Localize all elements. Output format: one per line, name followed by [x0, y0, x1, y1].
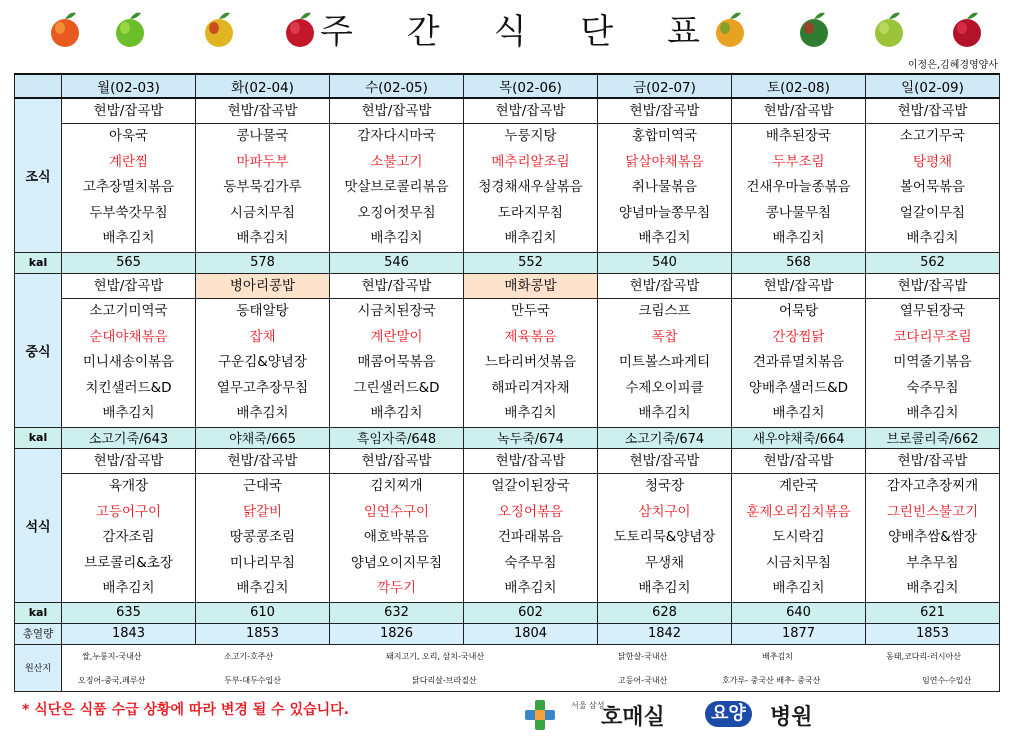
menu-cell — [866, 98, 1000, 252]
menu-cell — [732, 448, 866, 602]
weekly-menu-table — [14, 73, 1000, 692]
logo-name-pill: 요양 — [705, 701, 752, 727]
menu-item: 배추김치 — [236, 405, 289, 422]
menu-item: 배추김치 — [906, 405, 959, 422]
origin-cell — [62, 644, 1000, 691]
kcal-value: 568 — [732, 252, 866, 273]
menu-item: 청경채새우살볶음 — [478, 179, 583, 196]
total-calories-value: 1804 — [464, 623, 598, 644]
menu-cell — [330, 273, 464, 427]
logo-name-part1: 호매실 — [601, 705, 665, 730]
raspberry-icon — [283, 9, 317, 49]
rice-item: 현밥/잡곡밥 — [330, 99, 463, 124]
menu-item: 배추김치 — [906, 580, 959, 597]
pomegranate-icon — [950, 9, 984, 49]
menu-cell — [464, 98, 598, 252]
menu-item: 배추김치 — [504, 230, 557, 247]
total-calories-value: 1877 — [732, 623, 866, 644]
title-char: 단 — [580, 11, 614, 52]
menu-item: 얼갈이무침 — [899, 204, 966, 221]
rice-item: 현밥/잡곡밥 — [464, 99, 597, 124]
kcal-value: 브로콜리죽/662 — [866, 427, 1000, 448]
menu-item: 배추김치 — [638, 405, 691, 422]
menu-item: 시금치된장국 — [357, 302, 436, 319]
menu-item: 시금치무침 — [229, 204, 296, 221]
green-apple-icon — [113, 9, 147, 49]
menu-item: 임연수구이 — [363, 503, 430, 520]
day-header-cell: 화(02-04) — [196, 74, 330, 98]
menu-item: 콩나물국 — [236, 128, 289, 144]
menu-item: 크림스프 — [638, 302, 691, 319]
menu-item: 감자조림 — [102, 529, 155, 546]
menu-item: 계란말이 — [370, 328, 423, 345]
kcal-value: 621 — [866, 602, 1000, 623]
menu-item: 얼갈이된장국 — [491, 477, 570, 494]
origin-list — [62, 645, 999, 691]
menu-cell — [598, 448, 732, 602]
menu-item: 계란찜 — [108, 153, 149, 170]
menu-cell — [464, 448, 598, 602]
menu-item: 간장찜닭 — [772, 328, 825, 345]
day-header-cell: 금(02-07) — [598, 74, 732, 98]
kcal-value: 602 — [464, 602, 598, 623]
menu-item: 미트볼스파게티 — [618, 354, 711, 371]
menu-item: 도라지무침 — [497, 204, 564, 221]
menu-item: 닭갈비 — [242, 503, 283, 520]
kcal-value: 흑임자죽/648 — [330, 427, 464, 448]
page-title — [320, 6, 700, 50]
total-calories-label: 총열량 — [15, 623, 62, 644]
rice-item: 현밥/잡곡밥 — [732, 99, 865, 124]
menu-item: 배추김치 — [772, 580, 825, 597]
kcal-value: 소고기죽/643 — [62, 427, 196, 448]
page-header — [0, 0, 1013, 71]
kcal-value: 632 — [330, 602, 464, 623]
menu-item: 느타리버섯볶음 — [484, 354, 577, 371]
menu-item: 애호박볶음 — [363, 529, 430, 546]
menu-item: 그린샐러드&D — [353, 379, 440, 396]
menu-item: 두부쑥갓무침 — [89, 204, 168, 221]
kcal-value: 562 — [866, 252, 1000, 273]
origin-item: 두부-대두수입산 — [224, 675, 281, 685]
menu-item: 배추김치 — [370, 405, 423, 422]
menu-item: 배추김치 — [370, 230, 423, 247]
rice-item: 현밥/잡곡밥 — [598, 449, 731, 474]
menu-cell — [62, 98, 196, 252]
origin-item: 동태,코다리-러시아산 — [886, 651, 961, 661]
kcal-row — [15, 602, 1000, 623]
menu-cell — [196, 98, 330, 252]
rice-item: 현밥/잡곡밥 — [598, 274, 731, 299]
meal-row — [15, 98, 1000, 252]
menu-cell — [464, 273, 598, 427]
menu-item: 감자고추장찌개 — [886, 477, 979, 494]
rice-item: 현밥/잡곡밥 — [464, 449, 597, 474]
menu-item: 어묵탕 — [778, 302, 819, 319]
menu-item: 숙주무침 — [906, 379, 959, 396]
kcal-value: 야채죽/665 — [196, 427, 330, 448]
menu-cell — [330, 98, 464, 252]
origin-item: 닭한살-국내산 — [618, 651, 668, 661]
kcal-label: kal — [15, 602, 62, 623]
menu-item: 땅콩콩조림 — [229, 529, 296, 546]
origin-item: 돼지고기, 오리, 삼치-국내산 — [386, 651, 485, 661]
menu-cell — [330, 448, 464, 602]
menu-item: 코다리무조림 — [893, 328, 972, 345]
menu-item: 맛살브로콜리볶음 — [344, 179, 449, 196]
menu-item: 잡채 — [249, 328, 276, 345]
menu-item: 마파두부 — [236, 153, 289, 170]
menu-item: 순대야채볶음 — [89, 328, 168, 345]
rice-item: 현밥/잡곡밥 — [330, 274, 463, 299]
day-header-row — [15, 74, 1000, 98]
title-char: 표 — [667, 11, 700, 52]
rice-item: 현밥/잡곡밥 — [62, 449, 195, 474]
menu-item: 훈제오리김치볶음 — [746, 503, 851, 520]
day-header-cell: 목(02-06) — [464, 74, 598, 98]
menu-item: 그린빈스불고기 — [886, 503, 979, 520]
menu-item: 육개장 — [108, 477, 149, 494]
origin-item: 고등어-국내산 — [618, 675, 668, 685]
rice-item: 현밥/잡곡밥 — [732, 449, 865, 474]
menu-item: 아욱국 — [108, 128, 149, 144]
rice-item: 현밥/잡곡밥 — [866, 274, 999, 299]
logo-name-part2: 병원 — [770, 705, 813, 730]
kcal-row — [15, 427, 1000, 448]
menu-cell — [732, 273, 866, 427]
menu-item: 고추장멸치볶음 — [82, 179, 175, 196]
menu-item: 청국장 — [644, 477, 685, 494]
menu-item: 배추된장국 — [765, 128, 832, 144]
kcal-value: 540 — [598, 252, 732, 273]
menu-item: 깍두기 — [376, 580, 417, 597]
menu-item: 배추김치 — [638, 230, 691, 247]
menu-item: 오징어젓무침 — [357, 204, 436, 221]
menu-item: 배추김치 — [236, 230, 289, 247]
menu-item: 브로콜리&초장 — [84, 554, 173, 571]
menu-item: 취나물볶음 — [631, 179, 698, 196]
menu-item: 양배추쌈&쌈장 — [888, 529, 977, 546]
rice-item: 현밥/잡곡밥 — [866, 449, 999, 474]
menu-cell — [62, 273, 196, 427]
mango-icon — [713, 9, 747, 49]
menu-item: 해파리겨자채 — [491, 379, 570, 396]
origin-item: 배추김치 — [762, 651, 793, 661]
rice-item: 현밥/잡곡밥 — [598, 99, 731, 124]
total-calories-value: 1853 — [866, 623, 1000, 644]
kcal-value: 610 — [196, 602, 330, 623]
menu-item: 닭살야채볶음 — [625, 153, 704, 170]
meal-row — [15, 448, 1000, 602]
title-char: 식 — [493, 11, 527, 52]
kcal-value: 628 — [598, 602, 732, 623]
menu-item: 구운김&양념장 — [218, 354, 307, 371]
menu-item: 열무된장국 — [899, 302, 966, 319]
rice-item: 현밥/잡곡밥 — [62, 99, 195, 124]
notice-text: * 식단은 식품 수급 상황에 따라 변경 될 수 있습니다. — [22, 702, 349, 718]
menu-cell — [732, 98, 866, 252]
total-calories-value: 1842 — [598, 623, 732, 644]
menu-item: 오징어볶음 — [497, 503, 564, 520]
menu-item: 도시락김 — [772, 529, 825, 546]
origin-item: 임연수-수입산 — [922, 675, 972, 685]
menu-item: 홍합미역국 — [631, 128, 698, 144]
origin-item: 닭다리살-브라질산 — [412, 675, 477, 685]
rice-item: 현밥/잡곡밥 — [62, 274, 195, 299]
menu-item: 시금치무침 — [765, 554, 832, 571]
menu-item: 양배추샐러드&D — [748, 379, 849, 396]
menu-item: 치킨샐러드&D — [85, 379, 172, 396]
menu-item: 만두국 — [510, 302, 551, 319]
peach-icon — [48, 9, 82, 49]
kcal-value: 552 — [464, 252, 598, 273]
menu-item: 고등어구이 — [95, 503, 162, 520]
origin-item: 오징어-중국,페루산 — [78, 675, 146, 685]
kcal-value: 546 — [330, 252, 464, 273]
menu-item: 건새우마늘종볶음 — [746, 179, 851, 196]
menu-item: 두부조림 — [772, 153, 825, 170]
menu-item: 미역줄기볶음 — [893, 354, 972, 371]
menu-item: 배추김치 — [638, 580, 691, 597]
title-char: 주 — [320, 11, 353, 52]
rice-item: 매화콩밥 — [464, 274, 597, 299]
menu-item: 배추김치 — [504, 580, 557, 597]
kcal-value: 565 — [62, 252, 196, 273]
origin-item: 소고기-호주산 — [224, 651, 274, 661]
cross-logo-icon — [525, 700, 555, 730]
kcal-value: 635 — [62, 602, 196, 623]
kcal-value: 578 — [196, 252, 330, 273]
rice-item: 현밥/잡곡밥 — [196, 449, 329, 474]
menu-item: 동태알탕 — [236, 302, 289, 319]
day-header-cell: 일(02-09) — [866, 74, 1000, 98]
corner-cell — [15, 74, 62, 98]
total-calories-row — [15, 623, 1000, 644]
total-calories-value: 1826 — [330, 623, 464, 644]
menu-item: 삼치구이 — [638, 503, 691, 520]
menu-item: 폭찹 — [651, 328, 678, 345]
menu-item: 동부묵김가루 — [223, 179, 302, 196]
rice-item: 병아리콩밥 — [196, 274, 329, 299]
meal-label: 석식 — [15, 448, 62, 602]
day-header-cell: 수(02-05) — [330, 74, 464, 98]
grapes-icon — [872, 9, 906, 49]
rice-item: 현밥/잡곡밥 — [330, 449, 463, 474]
menu-cell — [866, 273, 1000, 427]
day-header-cell: 토(02-08) — [732, 74, 866, 98]
menu-item: 누룽지탕 — [504, 128, 557, 144]
menu-item: 감자다시마국 — [357, 128, 436, 144]
rice-item: 현밥/잡곡밥 — [196, 99, 329, 124]
origin-item: 쌀,누룽지-국내산 — [82, 651, 142, 661]
menu-item: 배추김치 — [102, 405, 155, 422]
menu-item: 미니새송이볶음 — [82, 354, 175, 371]
cherry-icon — [202, 9, 236, 49]
menu-item: 메추리알조림 — [491, 153, 570, 170]
origin-item: 호가루- 중국산 배추- 중국산 — [722, 675, 821, 685]
kcal-value: 소고기죽/674 — [598, 427, 732, 448]
day-header-cell: 월(02-03) — [62, 74, 196, 98]
rice-item: 현밥/잡곡밥 — [866, 99, 999, 124]
menu-item: 배추김치 — [772, 405, 825, 422]
menu-item: 볼어묵볶음 — [899, 179, 966, 196]
menu-item: 배추김치 — [772, 230, 825, 247]
menu-item: 양념오이지무침 — [350, 554, 443, 571]
dietitian-credit: 이정은,김혜경영양사 — [907, 60, 998, 71]
menu-item: 배추김치 — [504, 405, 557, 422]
logo-region: 서울 삼성 — [571, 701, 605, 710]
title-char: 간 — [406, 11, 440, 52]
total-calories-value: 1843 — [62, 623, 196, 644]
meal-row — [15, 273, 1000, 427]
menu-item: 도토리묵&양념장 — [613, 529, 716, 546]
menu-item: 수제오이피클 — [625, 379, 704, 396]
menu-item: 열무고추장무침 — [216, 379, 309, 396]
menu-item: 소고기무국 — [899, 128, 966, 144]
menu-item: 배추김치 — [102, 580, 155, 597]
rice-item: 현밥/잡곡밥 — [732, 274, 865, 299]
menu-item: 부추무침 — [906, 554, 959, 571]
menu-cell — [196, 448, 330, 602]
menu-item: 견과류멸치볶음 — [752, 354, 845, 371]
menu-cell — [866, 448, 1000, 602]
watermelon-icon — [797, 9, 831, 49]
menu-cell — [598, 273, 732, 427]
kcal-row — [15, 252, 1000, 273]
menu-cell — [196, 273, 330, 427]
menu-item: 미나리무침 — [229, 554, 296, 571]
menu-item: 콩나물무침 — [765, 204, 832, 221]
meal-label: 중식 — [15, 273, 62, 427]
total-calories-value: 1853 — [196, 623, 330, 644]
menu-item: 계란국 — [778, 477, 819, 494]
kcal-value: 녹두죽/674 — [464, 427, 598, 448]
menu-cell — [598, 98, 732, 252]
kcal-label: kal — [15, 252, 62, 273]
origin-label: 원산지 — [15, 644, 62, 691]
hospital-logo — [525, 696, 845, 736]
menu-item: 양념마늘쫑무침 — [618, 204, 711, 221]
origin-row — [15, 644, 1000, 691]
menu-item: 탕평채 — [912, 153, 953, 170]
menu-item: 배추김치 — [102, 230, 155, 247]
kcal-value: 새우야채죽/664 — [732, 427, 866, 448]
menu-item: 배추김치 — [906, 230, 959, 247]
menu-item: 소고기미역국 — [89, 302, 168, 319]
menu-item: 배추김치 — [236, 580, 289, 597]
menu-cell — [62, 448, 196, 602]
meal-label: 조식 — [15, 98, 62, 252]
menu-item: 제육볶음 — [504, 328, 557, 345]
kcal-label: kal — [15, 427, 62, 448]
menu-item: 매콤어묵볶음 — [357, 354, 436, 371]
menu-item: 소불고기 — [370, 153, 423, 170]
menu-item: 숙주무침 — [504, 554, 557, 571]
kcal-value: 640 — [732, 602, 866, 623]
menu-item: 건파래볶음 — [497, 529, 564, 546]
menu-item: 김치찌개 — [370, 477, 423, 494]
menu-item: 무생채 — [644, 554, 685, 571]
menu-item: 근대국 — [242, 477, 283, 494]
